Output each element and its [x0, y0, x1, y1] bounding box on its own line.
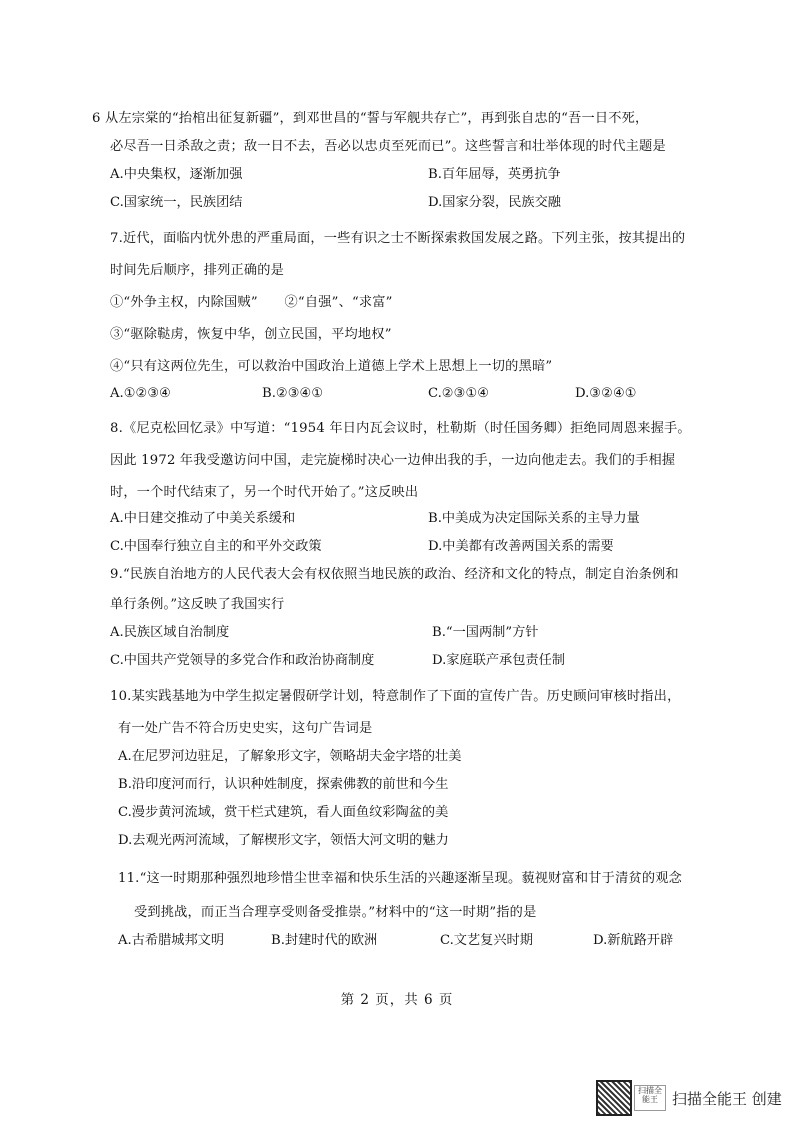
- q11-option-a: A.古希腊城邦文明: [118, 933, 225, 948]
- q8-option-b: B.中美成为决定国际关系的主导力量: [428, 511, 640, 526]
- q7-option-a: A.①②③④: [110, 386, 172, 401]
- q11-stem-line1: 11.“这一时期那种强烈地珍惜尘世幸福和快乐生活的兴趣逐渐呈现。藐视财富和甘于清贫的观念: [118, 871, 683, 886]
- q6-option-b: B.百年屈辱，英勇抗争: [428, 167, 561, 182]
- q7-stem-line2: 时间先后顺序，排列正确的是: [110, 263, 285, 278]
- scanner-watermark: [596, 1078, 786, 1118]
- q6-option-a: A.中央集权，逐渐加强: [110, 167, 243, 182]
- q8-stem-line1: 8.《尼克松回忆录》中写道：“1954 年日内瓦会议时，杜勒斯（时任国务卿）拒绝同周恩来握手。: [110, 421, 691, 436]
- q9-stem-line2: 单行条例。”这反映了我国实行: [110, 597, 285, 612]
- q10-stem-line1: 10.某实践基地为中学生拟定暑假研学计划，特意制作了下面的宣传广告。历史顾问审核时指出，: [110, 689, 681, 704]
- watermark-text: 扫描全能王 创建: [672, 1089, 782, 1108]
- q8-option-a: A.中日建交推动了中美关系缓和: [110, 511, 296, 526]
- q6-option-c: C.国家统一，民族团结: [110, 195, 243, 210]
- q7-item-4: ④“只有这两位先生，可以救治中国政治上道德上学术上思想上一切的黑暗”: [110, 359, 553, 374]
- q9-option-d: D.家庭联产承包责任制: [432, 653, 565, 668]
- q11-stem-line2: 受到挑战，而正当合理享受则备受推崇。”材料中的“这一时期”指的是: [134, 905, 537, 920]
- q10-option-c: C.漫步黄河流域，赏干栏式建筑，看人面鱼纹彩陶盆的美: [118, 805, 449, 820]
- q11-option-c: C.文艺复兴时期: [440, 933, 533, 948]
- q6-stem-line1: 6 从左宗棠的“抬棺出征复新疆”，到邓世昌的“誓与军舰共存亡”，再到张自忠的“吾一日不死，: [92, 111, 649, 126]
- q11-option-b: B.封建时代的欧洲: [271, 933, 378, 948]
- q7-option-d: D.③②④①: [575, 386, 637, 401]
- q9-option-b: B.“一国两制”方针: [432, 625, 539, 640]
- q10-option-a: A.在尼罗河边驻足，了解象形文字，领略胡夫金字塔的壮美: [118, 749, 462, 764]
- q8-stem-line3: 时，一个时代结束了，另一个时代开始了。”这反映出: [110, 485, 419, 500]
- q11-option-d: D.新航路开辟: [593, 933, 674, 948]
- q7-stem-line1: 7.近代，面临内忧外患的严重局面，一些有识之士不断探索救国发展之路。下列主张，按其提出的: [110, 231, 686, 246]
- q8-stem-line2: 因此 1972 年我受邀访问中国，走完旋梯时决心一边伸出我的手，一边向他走去。我们的手相握: [110, 453, 676, 468]
- q8-option-c: C.中国奉行独立自主的和平外交政策: [110, 539, 322, 554]
- q9-option-a: A.民族区域自治制度: [110, 625, 230, 640]
- qr-code-icon: [596, 1080, 632, 1116]
- q7-items-1-2: ①“外争主权，内除国贼” ②“自强”、“求富”: [110, 295, 393, 310]
- q9-option-c: C.中国共产党领导的多党合作和政治协商制度: [110, 653, 375, 668]
- q10-stem-line2: 有一处广告不符合历史史实，这句广告词是: [118, 721, 373, 736]
- q6-option-d: D.国家分裂，民族交融: [428, 195, 561, 210]
- q7-option-c: C.②③①④: [428, 386, 490, 401]
- q6-stem-line2: 必尽吾一日杀敌之责；敌一日不去，吾必以忠贞至死而已”。这些誓言和壮举体现的时代主题是: [110, 139, 666, 154]
- q7-item-3: ③“驱除鞑虏，恢复中华，创立民国，平均地权”: [110, 327, 392, 342]
- scanner-logo: 扫描全能王: [634, 1085, 666, 1111]
- q8-option-d: D.中美都有改善两国关系的需要: [428, 539, 614, 554]
- q9-stem-line1: 9.“民族自治地方的人民代表大会有权依照当地民族的政治、经济和文化的特点，制定自治条例和: [110, 567, 679, 582]
- q10-option-d: D.去观光两河流域，了解楔形文字，领悟大河文明的魅力: [118, 833, 449, 848]
- q10-option-b: B.沿印度河而行，认识种姓制度，探索佛教的前世和今生: [118, 777, 449, 792]
- q7-option-b: B.②③④①: [262, 386, 324, 401]
- page-number: 第 2 页，共 6 页: [340, 992, 454, 1008]
